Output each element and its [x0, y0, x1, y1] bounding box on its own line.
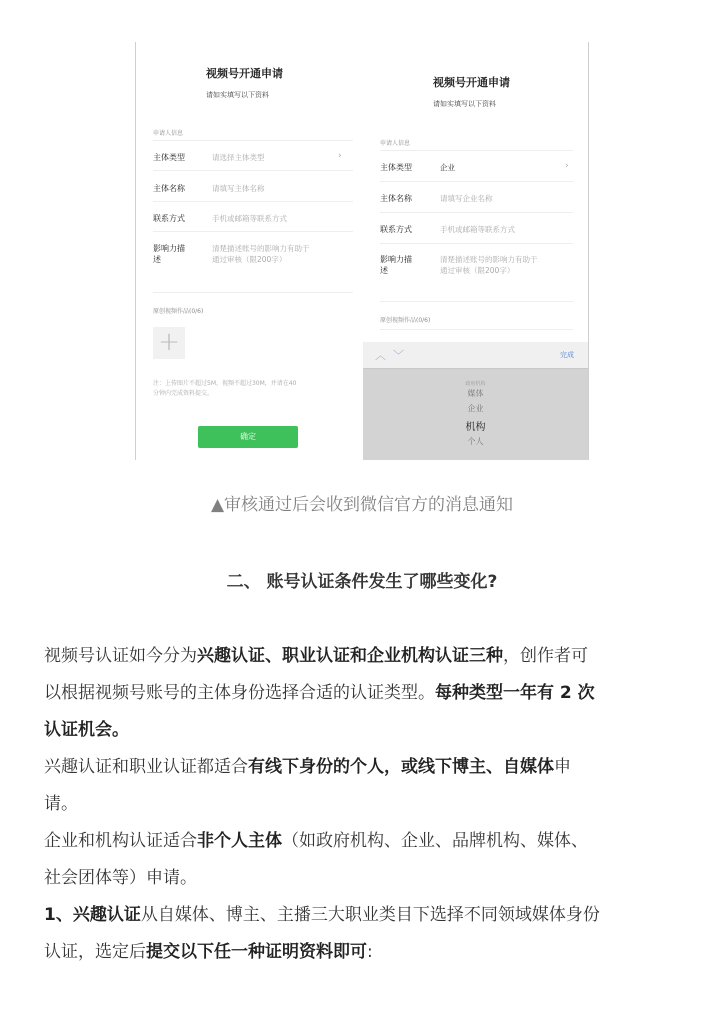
field-value: 请选择主体类型: [212, 153, 265, 162]
field-label: 主体类型: [380, 163, 412, 172]
picker-option[interactable]: 企业: [467, 404, 484, 413]
bold-text: 非个人主体: [197, 831, 282, 851]
divider: [380, 301, 573, 302]
confirm-button[interactable]: 确定: [198, 426, 298, 448]
works-label: 原创视频作品(0/6): [153, 308, 204, 315]
divider: [153, 140, 353, 141]
divider: [380, 329, 573, 330]
text: 请。: [44, 794, 78, 814]
form-subtitle: 请如实填写以下资料: [206, 91, 269, 99]
field-label: 影响力描: [380, 255, 412, 264]
chevron-up-icon[interactable]: ︿: [375, 349, 386, 362]
bold-text: 提交以下任一种证明资料即可: [146, 942, 367, 962]
section-heading: 二、 账号认证条件发生了哪些变化?: [226, 572, 498, 592]
divider: [153, 170, 353, 171]
text: 申: [554, 757, 571, 777]
image-caption: ▲审核通过后会收到微信官方的消息通知: [210, 495, 514, 515]
bold-text: 兴趣认证、职业认证和企业机构认证三种: [197, 646, 503, 666]
bold-text: 有线下身份的个人，或线下博主、自媒体: [248, 757, 554, 777]
field-value: 清楚描述账号的影响力有助于: [212, 244, 310, 253]
field-label: 主体类型: [153, 153, 185, 162]
field-value: 企业: [440, 163, 455, 172]
paragraph: [44, 638, 684, 749]
divider: [153, 292, 353, 293]
text: 社会团体等）申请。: [44, 868, 197, 888]
section-label: 申请人信息: [153, 130, 184, 137]
field-label: 述: [153, 255, 161, 264]
text: ，创作者可: [503, 646, 588, 666]
divider: [153, 201, 353, 202]
upload-note: 分钟内完成资料提交。: [153, 390, 214, 397]
field-value: 清楚描述账号的影响力有助于: [440, 255, 538, 264]
field-label: 影响力描: [153, 244, 185, 253]
field-value: 手机或邮箱等联系方式: [440, 225, 515, 234]
chevron-down-icon[interactable]: ﹀: [393, 349, 404, 362]
field-value: 请填写主体名称: [212, 184, 265, 193]
picker-toolbar: [363, 342, 588, 369]
text: 企业和机构认证适合: [44, 831, 197, 851]
form-title: 视频号开通申请: [206, 67, 283, 80]
bold-text: 1、兴趣认证: [44, 905, 141, 925]
done-button[interactable]: 完成: [560, 351, 574, 359]
section-label: 申请人信息: [380, 140, 411, 147]
field-value: 通过审核（限200字）: [440, 266, 515, 275]
divider: [380, 243, 573, 244]
field-value: 通过审核（限200字）: [212, 255, 287, 264]
field-label: 主体名称: [153, 184, 185, 193]
divider: [380, 212, 573, 213]
field-label: 联系方式: [153, 214, 185, 223]
paragraph: [44, 897, 684, 971]
works-label: 原创视频作品(0/6): [380, 317, 431, 324]
text: 兴趣认证和职业认证都适合: [44, 757, 248, 777]
text: :: [367, 942, 373, 962]
form-subtitle: 请如实填写以下资料: [433, 100, 496, 108]
text: 视频号认证如今分为: [44, 646, 197, 666]
picker-option[interactable]: 媒体: [467, 389, 484, 398]
chevron-right-icon: ›: [338, 151, 342, 161]
picker-option-selected[interactable]: 机构: [465, 422, 486, 433]
field-label: 联系方式: [380, 225, 412, 234]
divider: [380, 150, 573, 151]
field-value: 手机或邮箱等联系方式: [212, 214, 287, 223]
text: 以根据视频号账号的主体身份选择合适的认证类型。: [44, 683, 435, 703]
paragraph: [44, 823, 684, 897]
divider: [380, 181, 573, 182]
bold-text: 认证机会。: [44, 720, 129, 740]
application-form-left: [136, 42, 362, 460]
text: 从自媒体、博主、主播三大职业类目下选择不同领域媒体身份: [140, 905, 600, 925]
type-picker[interactable]: [363, 342, 588, 460]
picker-option[interactable]: 政府机构: [465, 381, 486, 387]
field-label: 主体名称: [380, 194, 412, 203]
bold-text: 每种类型一年有 2 次: [435, 683, 595, 703]
field-value: 请填写企业名称: [440, 194, 493, 203]
add-icon[interactable]: +: [153, 327, 185, 359]
upload-note: 注：上传图片不超过5M，视频不超过30M，并请在40: [153, 380, 297, 387]
divider: [588, 42, 589, 460]
chevron-right-icon: ›: [565, 161, 569, 171]
application-form-right: [363, 42, 588, 460]
text: 认证，选定后: [44, 942, 146, 962]
screenshot-mockup: [135, 42, 589, 460]
divider: [153, 231, 353, 232]
picker-option[interactable]: 个人: [467, 437, 484, 446]
text: （如政府机构、企业、品牌机构、媒体、: [282, 831, 588, 851]
paragraph: [44, 749, 684, 823]
field-label: 述: [380, 266, 388, 275]
form-title: 视频号开通申请: [433, 76, 510, 89]
